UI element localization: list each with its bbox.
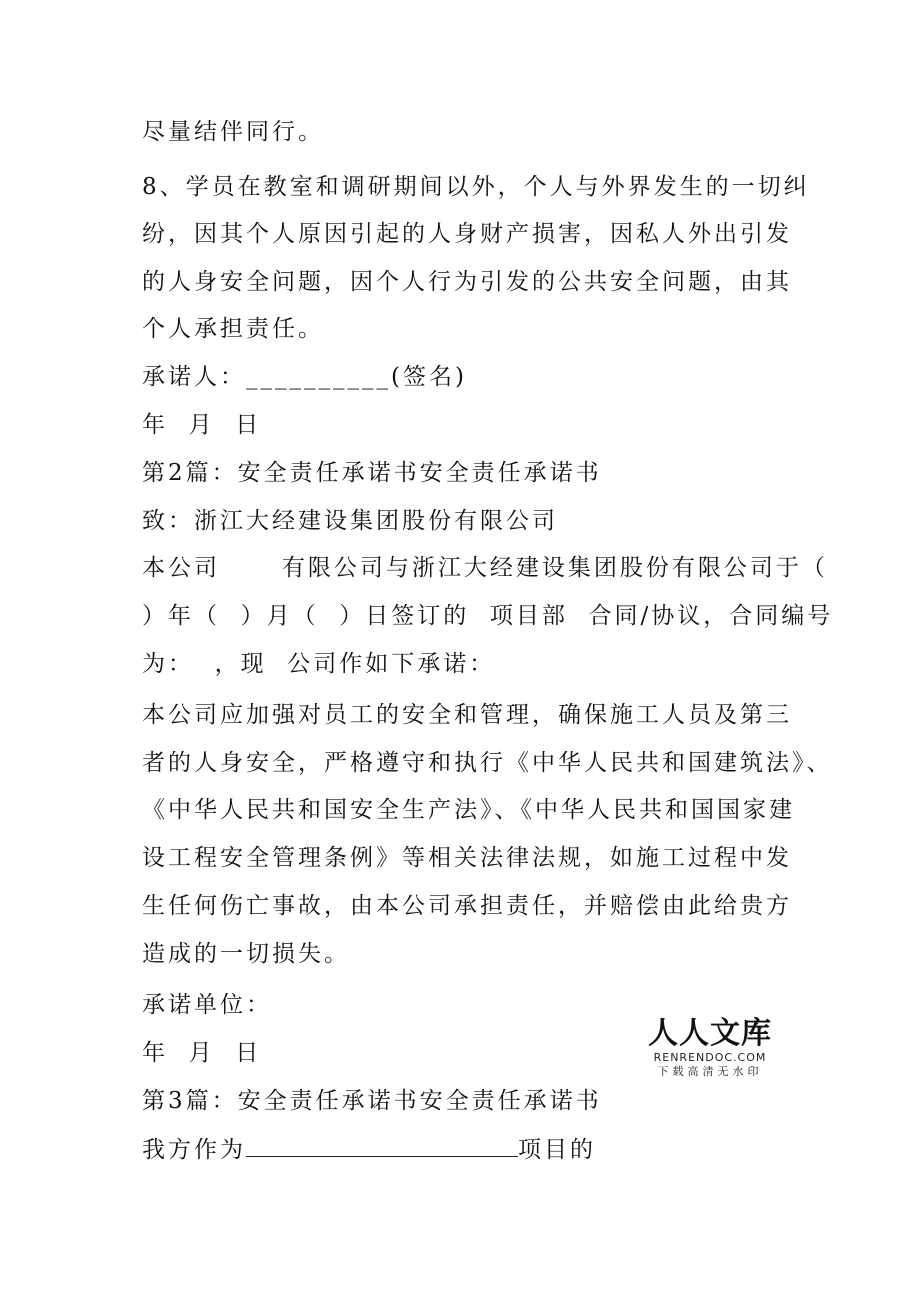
text-line: 个人承担责任。 [142,316,324,342]
text-line: 纷，因其个人原因引起的人身财产损害，因私人外出引发 [142,221,792,247]
text-line: 设工程安全管理条例》等相关法律法规，如施工过程中发 [142,845,792,871]
text-line: 《中华人民共和国安全生产法》、《中华人民共和国国家建 [142,797,795,823]
watermark-title: 人人文库 [648,1016,772,1051]
blank-underline [246,1134,518,1157]
text-line: 者的人身安全，严格遵守和执行《中华人民共和国建筑法》、 [142,750,833,776]
fill-in-line [142,1134,596,1165]
watermark-url: RENRENDOC.COM [653,1051,767,1064]
section-heading: 第2篇：安全责任承诺书安全责任承诺书 [142,460,602,486]
date-line: 年 月 日 [142,1040,262,1066]
text-line: 尽量结伴同行。 [142,119,324,145]
fill-in-suffix: 项目的 [518,1137,596,1163]
text-line: 本公司 有限公司与浙江大经建设集团股份有限公司于（ [142,555,828,581]
watermark-logo [648,1017,772,1079]
text-line: ）年（ ）月（ ）日签订的 项目部 合同/协议，合同编号 [142,603,834,629]
text-line: 8、学员在教室和调研期间以外，个人与外界发生的一切纠 [142,174,810,200]
text-line: 生任何伤亡事故，由本公司承担责任，并赔偿由此给贵方 [142,893,792,919]
text-line: 的人身安全问题，因个人行为引发的公共安全问题，由其 [142,269,792,295]
text-line: 本公司应加强对员工的安全和管理，确保施工人员及第三 [142,702,792,728]
text-line: 造成的一切损失。 [142,941,350,967]
fill-in-prefix: 我方作为 [142,1137,246,1163]
signatory-line: 承诺单位： [142,992,272,1018]
watermark-subtitle: 下载高清无水印 [657,1065,763,1078]
date-line: 年 月 日 [142,412,262,438]
signature-line: 承诺人：__________(签名) [142,364,467,390]
section-heading: 第3篇：安全责任承诺书安全责任承诺书 [142,1088,602,1114]
text-line: 致：浙江大经建设集团股份有限公司 [142,508,558,534]
text-line: 为： ，现 公司作如下承诺： [142,651,496,677]
